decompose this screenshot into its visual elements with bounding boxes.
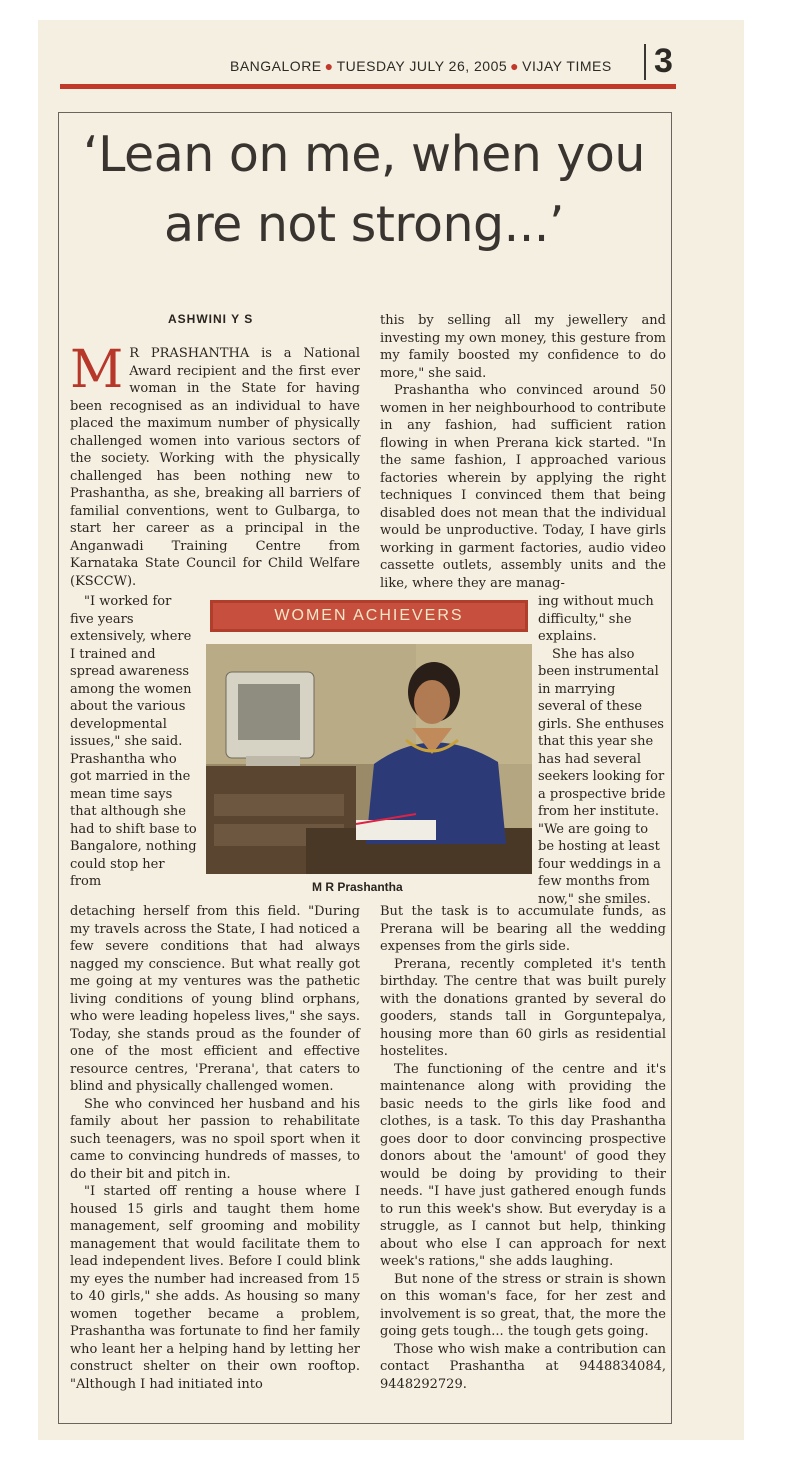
paragraph: detaching herself from this field. "During my travels across the State, I had noticed a few severe conditions that had always nagged my conscience. But what really got me going at my ventures was the pathetic living conditions of young blind orphans, who were leading hopeless lives," she says. Today, she stands proud as the founder of one of the most efficient and effective resource centres, 'Prerana', that caters to blind and physically challenged women.	[70, 904, 360, 1094]
paragraph: But none of the stress or strain is shown on this woman's face, for her zest and involvement is so great, that, the more the going gets tough... the tough gets going.	[380, 1271, 666, 1339]
paragraph: She who convinced her husband and his family about her passion to rehabilitate such teenagers, was no spoil sport when it came to convincing hundreds of masses, to do their bit and pitch in.	[70, 1096, 360, 1182]
paragraph: Those who wish make a contribution can contact Prashantha at 9448834084, 9448292729.	[380, 1341, 666, 1392]
portrait-photo	[206, 644, 532, 874]
column-2-narrow	[538, 593, 666, 908]
paragraph: The functioning of the centre and it's maintenance along with providing the basic needs to the girls like food and clothes, is a task. To this day Prashantha goes door to door convincing prospective donors about the 'amount' of good they would be doing by providing to their needs. "I have just gathered enough funds to run this week's show. But everyday is a struggle, as I cannot but help, thinking about who else I can approach for next week's rations," she adds laughing.	[380, 1061, 666, 1269]
byline: ASHWINI Y S	[168, 312, 254, 326]
paragraph: But the task is to accumulate funds, as Prerana will be bearing all the wedding expenses from the girls side.	[380, 904, 666, 954]
photo-caption: M R Prashantha	[312, 880, 403, 894]
masthead	[230, 58, 612, 74]
paragraph: "I started off renting a house where I housed 15 girls and taught them home management, self grooming and mobility management that would facilitate them to lead independent lives. Before I could blink my eyes the number had increased from 15 to 40 girls," she adds. As housing so many women together became a problem, Prashantha was fortunate to find her family who leant her a helping hand by letting her construct shelter on their own rooftop. "Although I had initiated into	[70, 1184, 360, 1392]
section-banner: WOMEN ACHIEVERS	[210, 600, 528, 632]
headline-line-2: are not strong...’	[164, 196, 564, 253]
column-1-top	[70, 340, 360, 590]
headline	[60, 120, 668, 260]
paragraph: "I worked for five years extensively, where I trained and spread awareness among the women about the various developmental issues," she said. Prashantha who got married in the mean time says that although she had to shift base to Bangalore, nothing could stop her from	[70, 594, 197, 889]
paragraph: Prashantha who convinced around 50 women in her neighbourhood to contribute in any fashion, had sufficient ration flowing in when Prerana kick started. "In the same fashion, I approached various factories wherein by applying the right techniques I convinced them that being disabled does not mean that the individual would be unproductive. Today, I have girls working in garment factories, audio video cassette outlets, assembly units and the like, where they are manag-	[380, 383, 666, 591]
bullet-icon: ●	[324, 58, 334, 74]
column-1-narrow	[70, 593, 198, 891]
monitor-screen	[238, 684, 300, 740]
column-2-top	[380, 312, 666, 592]
masthead-paper: VIJAY TIMES	[522, 58, 612, 74]
masthead-date: TUESDAY JULY 26, 2005	[336, 58, 508, 74]
paragraph: this by selling all my jewellery and investing my own money, this gesture from my family boosted my confidence to do more," she said.	[380, 313, 666, 381]
paragraph: Prerana, recently completed it's tenth birthday. The centre that was built purely with the donations granted by several do gooders, stands tall in Gorguntepalya, housing more than 60 girls as residential hostelites.	[380, 956, 666, 1059]
column-1-lower	[70, 903, 360, 1393]
column-2-lower	[380, 903, 666, 1393]
paragraph: R PRASHANTHA is a National Award recipient and the first ever woman in the State for having been recognised as an individual to have placed the maximum number of physically challenged women into various sectors of the society. Working with the physically challenged has been nothing new to Prashantha, as she, breaking all barriers of familial conventions, went to Gulbarga, to start her career as a principal in the Anganwadi Training Centre from Karnataka State Council for Child Welfare (KSCCW).	[70, 346, 360, 589]
page-number: 3	[654, 42, 673, 80]
masthead-city: BANGALORE	[230, 58, 322, 74]
bullet-icon: ●	[510, 58, 520, 74]
drop-cap: M	[70, 340, 124, 400]
paragraph: She has also been instrumental in marrying several of these girls. She enthuses that this year she has had several seekers looking for a prospective bride from her institute. "We are going to be hosting at least four weddings in a few months from now," she smiles.	[538, 646, 666, 907]
face	[414, 680, 450, 724]
masthead-rule	[60, 84, 676, 89]
paragraph: ing without much difficulty," she explains.	[538, 594, 654, 644]
headline-line-1: ‘Lean on me, when you	[83, 126, 645, 183]
masthead-divider	[644, 44, 646, 80]
drawer	[214, 794, 344, 816]
